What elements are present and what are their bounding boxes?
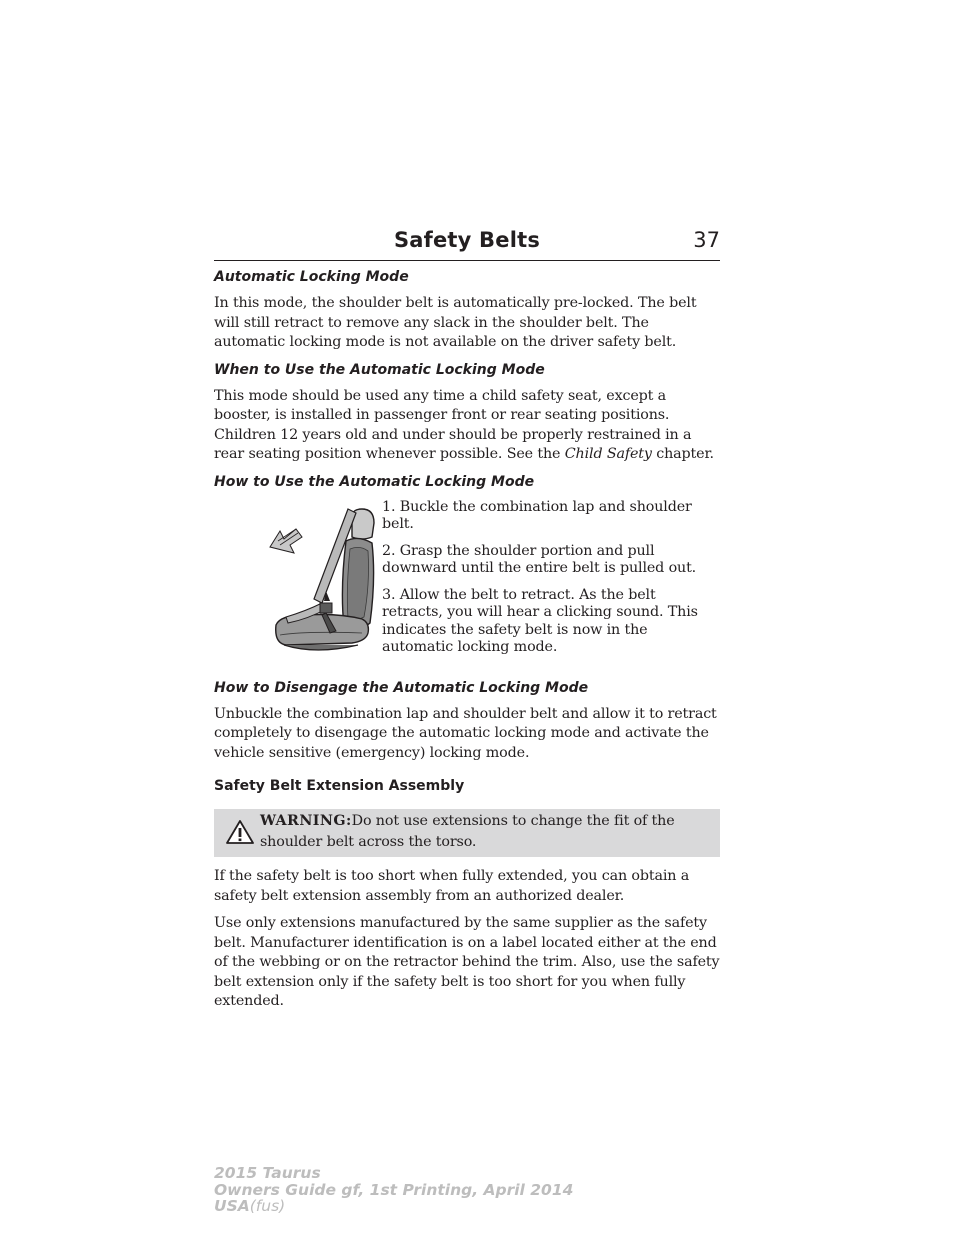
footer-model: 2015 Taurus: [214, 1164, 321, 1182]
footer-region: USA: [214, 1197, 250, 1215]
child-safety-reference: Child Safety: [564, 446, 652, 462]
seat-belt-illustration: [266, 499, 376, 657]
heading-how-to-use: How to Use the Automatic Locking Mode: [214, 473, 535, 490]
footer-edition: Owners Guide gf, 1st Printing, April 2014: [214, 1180, 574, 1199]
page-header: [214, 226, 720, 264]
when-to-use-text: This mode should be used any time a child safety seat, except a booster, is installed in passenger front or rear seating positions. Children 12 years old and under should be properly restrained in a rear seating position whenever possible. See the: [214, 387, 692, 462]
warning-box: [214, 809, 720, 857]
footer-region-code: (fus): [249, 1197, 286, 1215]
header-divider: [214, 260, 720, 261]
heading-disengage: How to Disengage the Automatic Locking Mode: [214, 679, 589, 696]
paragraph-automatic-locking: In this mode, the shoulder belt is automatically pre-locked. The belt will still retract to remove any slack in the shoulder belt. The automatic locking mode is not available on the driver safety belt.: [214, 295, 697, 350]
pull-arrow-icon: [270, 529, 302, 553]
heading-when-to-use: When to Use the Automatic Locking Mode: [214, 361, 545, 378]
chapter-title: Safety Belts: [393, 228, 541, 252]
step-list: [382, 499, 720, 666]
warning-message: [260, 811, 710, 853]
footer-market: [214, 1198, 573, 1215]
paragraph-extension-obtain: If the safety belt is too short when fully extended, you can obtain a safety belt extension assembly from an authorized dealer.: [214, 868, 690, 904]
heading-extension-assembly: Safety Belt Extension Assembly: [214, 778, 465, 794]
when-to-use-text-end: chapter.: [656, 446, 714, 462]
paragraph-when-to-use: [214, 387, 720, 465]
how-to-use-block: [214, 499, 720, 667]
page-content: [214, 268, 720, 1020]
step-3: 3. Allow the belt to retract. As the belt retracts, you will hear a clicking sound. This indicates the safety belt is now in the automatic locking mode.: [382, 586, 698, 655]
warning-text: Do not use extensions to change the fit of the shoulder belt across the torso.: [260, 813, 675, 850]
heading-automatic-locking-mode: Automatic Locking Mode: [214, 269, 409, 285]
step-2: 2. Grasp the shoulder portion and pull downward until the entire belt is pulled out.: [382, 542, 697, 576]
page-number: 37: [693, 228, 720, 252]
warning-label: WARNING:: [260, 813, 352, 829]
page-footer: [214, 1165, 573, 1215]
warning-triangle-icon: [226, 819, 254, 845]
paragraph-disengage: Unbuckle the combination lap and shoulder belt and allow it to retract completely to disengage the automatic locking mode and activate the vehicle sensitive (emergency) locking mode.: [214, 705, 717, 761]
paragraph-extension-usage: Use only extensions manufactured by the same supplier as the safety belt. Manufacturer identification is on a label located either at the end of the webbing or on the retractor behind the trim. Also, use the safety belt extension only if the safety belt is too short for you when fully extended.: [214, 915, 720, 1009]
step-1: 1. Buckle the combination lap and shoulder belt.: [382, 498, 692, 532]
